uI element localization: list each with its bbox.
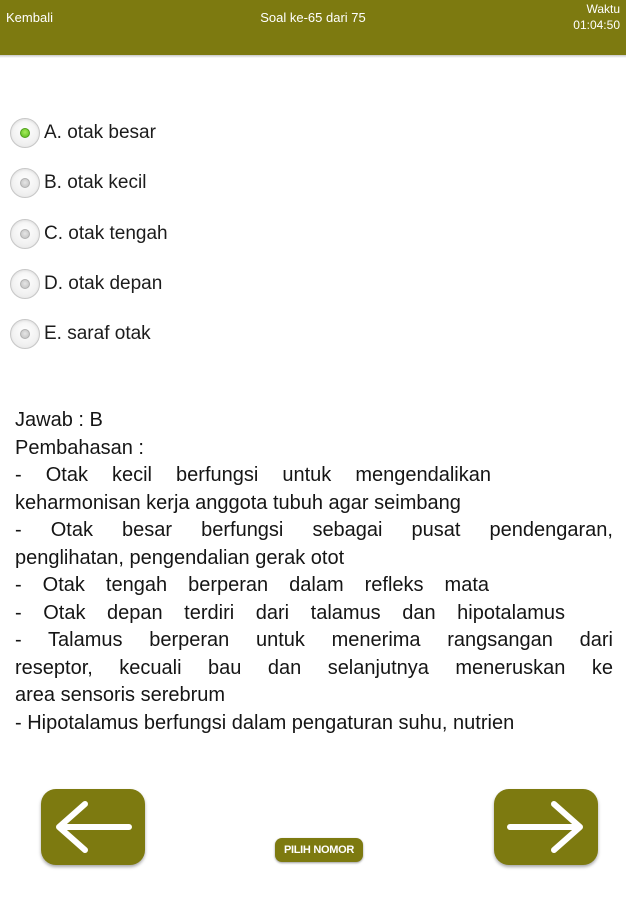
option-label: B. otak kecil [44,172,147,194]
explanation-line: - Otak besar berfungsi sebagai pusat pendengaran, [15,519,613,541]
option-label: C. otak tengah [44,222,168,244]
pilih-nomor-button[interactable]: PILIH NOMOR [275,838,363,862]
top-bar-shadow [0,55,626,58]
top-bar [0,0,626,55]
option-a[interactable] [10,108,168,158]
explanation-text [15,407,613,737]
radio-button[interactable] [10,118,40,148]
timer-label: Waktu [586,2,620,16]
option-c[interactable] [10,209,168,259]
explanation-line: - Otak tengah berperan dalam refleks mata [15,574,489,596]
option-e[interactable] [10,309,168,359]
option-label: A. otak besar [44,122,156,144]
radio-dot [20,229,30,239]
option-b[interactable] [10,158,168,208]
next-button[interactable] [494,789,598,865]
explanation-line: - Hipotalamus berfungsi dalam pengaturan suhu, nutrien [15,711,515,734]
radio-button[interactable] [10,168,40,198]
explanation-line: - Otak kecil berfungsi untuk mengendalikan [15,464,491,486]
option-d[interactable] [10,259,168,309]
radio-button[interactable] [10,269,40,299]
arrow-left-icon [51,799,135,855]
arrow-right-icon [504,799,588,855]
timer-value: 01:04:50 [573,18,620,32]
answer-options [10,108,168,359]
previous-button[interactable] [41,789,145,865]
explanation-line: keharmonisan kerja anggota tubuh agar seimbang [15,491,461,514]
radio-dot [20,279,30,289]
radio-button[interactable] [10,219,40,249]
timer [573,1,620,33]
explanation-line: area sensoris serebrum [15,684,226,706]
explanation-line: penglihatan, pengendalian gerak otot [15,546,345,569]
answer-key: Jawab : B [15,409,103,431]
radio-dot [20,178,30,188]
radio-dot [20,329,30,339]
explanation-line: reseptor, kecuali bau dan selanjutnya meneruskan ke [15,656,613,679]
radio-button[interactable] [10,319,40,349]
back-button[interactable]: Kembali [6,10,53,25]
question-counter: Soal ke-65 dari 75 [260,10,366,25]
explanation-line: - Otak depan terdiri dari talamus dan hipotalamus [15,601,565,624]
option-label: E. saraf otak [44,323,151,345]
option-label: D. otak depan [44,273,163,295]
explanation-line: - Talamus berperan untuk menerima rangsangan dari [15,629,613,651]
radio-dot [20,128,30,138]
explanation-heading: Pembahasan : [15,436,144,459]
